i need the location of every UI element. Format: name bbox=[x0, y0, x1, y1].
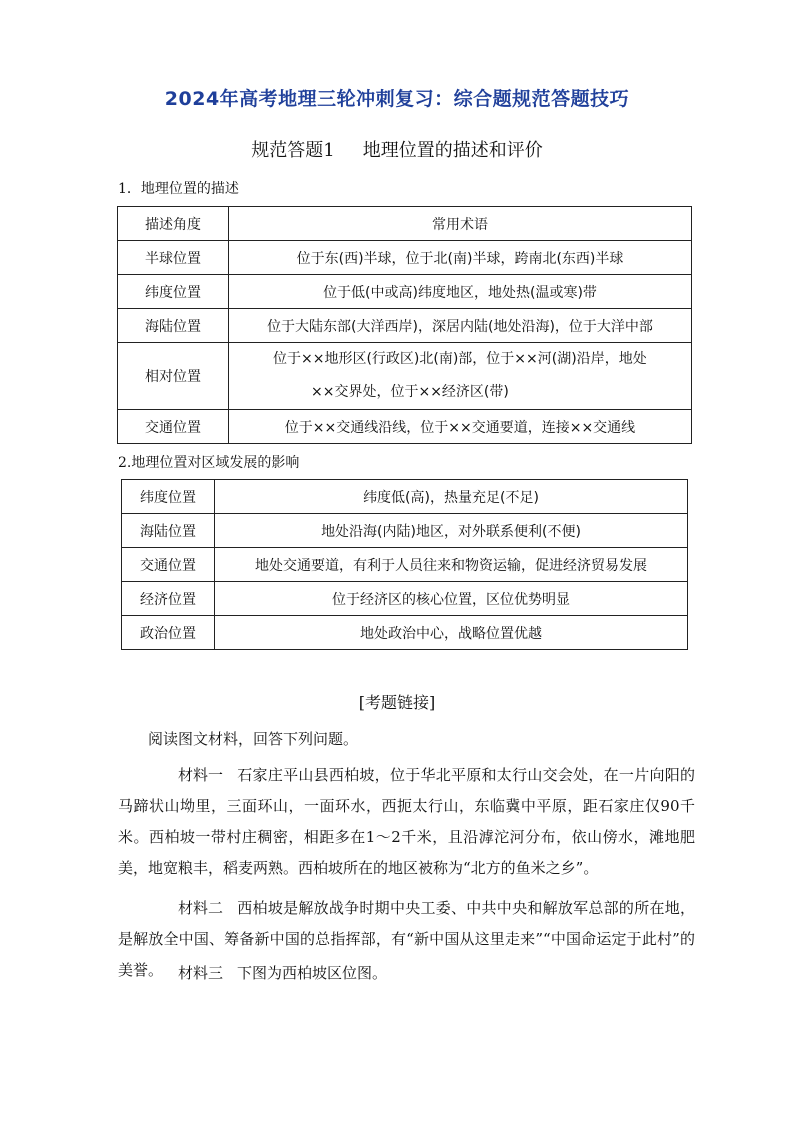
row-value: 地处政治中心，战略位置优越 bbox=[215, 616, 688, 650]
material-three-paragraph bbox=[118, 958, 695, 989]
table-row bbox=[122, 616, 688, 650]
table-row bbox=[122, 548, 688, 582]
row-key: 相对位置 bbox=[118, 343, 229, 410]
table-row bbox=[118, 309, 692, 343]
row-value-line: ××交界处，位于××经济区(带) bbox=[311, 384, 509, 400]
material-two-text: 西柏坡是解放战争时期中央工委、中共中央和解放军总部的所在地，是解放全中国、筹备新中国的总指挥部，有“新中国从这里走来”“中国命运定于此村”的美誉。 bbox=[118, 899, 695, 979]
row-key: 纬度位置 bbox=[118, 275, 229, 309]
table-row bbox=[118, 275, 692, 309]
material-one-paragraph bbox=[118, 760, 695, 884]
table-header-row bbox=[118, 207, 692, 241]
table-row bbox=[122, 480, 688, 514]
row-value: 纬度低(高)，热量充足(不足) bbox=[215, 480, 688, 514]
row-key: 海陆位置 bbox=[122, 514, 215, 548]
row-value bbox=[229, 343, 692, 410]
table-row bbox=[122, 514, 688, 548]
row-key: 交通位置 bbox=[118, 410, 229, 444]
table-row bbox=[122, 582, 688, 616]
row-key: 海陆位置 bbox=[118, 309, 229, 343]
row-value: 地处交通要道，有利于人员往来和物资运输，促进经济贸易发展 bbox=[215, 548, 688, 582]
location-impact-table bbox=[121, 479, 688, 650]
row-key: 经济位置 bbox=[122, 582, 215, 616]
row-value: 位于经济区的核心位置，区位优势明显 bbox=[215, 582, 688, 616]
row-value: 位于低(中或高)纬度地区，地处热(温或寒)带 bbox=[229, 275, 692, 309]
row-value: 位于东(西)半球，位于北(南)半球，跨南北(东西)半球 bbox=[229, 241, 692, 275]
location-description-table bbox=[117, 206, 692, 444]
table-row bbox=[118, 410, 692, 444]
row-value: 位于大陆东部(大洋西岸)，深居内陆(地处沿海)，位于大洋中部 bbox=[229, 309, 692, 343]
document-title: 2024年高考地理三轮冲刺复习：综合题规范答题技巧 bbox=[164, 88, 630, 110]
section2-heading: 2.地理位置对区域发展的影响 bbox=[118, 455, 300, 471]
header-cell: 常用术语 bbox=[229, 207, 692, 241]
header-cell: 描述角度 bbox=[118, 207, 229, 241]
row-value-line: 位于××地形区(行政区)北(南)部，位于××河(湖)沿岸，地处 bbox=[273, 351, 647, 367]
row-value: 地处沿海(内陆)地区，对外联系便利(不便) bbox=[215, 514, 688, 548]
section1-heading: 1．地理位置的描述 bbox=[118, 181, 239, 197]
row-key: 纬度位置 bbox=[122, 480, 215, 514]
row-key: 政治位置 bbox=[122, 616, 215, 650]
material-three-label: 材料三 bbox=[178, 964, 224, 982]
material-two-label: 材料二 bbox=[178, 899, 224, 917]
subtitle-topic: 地理位置的描述和评价 bbox=[362, 140, 543, 161]
table-row bbox=[118, 343, 692, 410]
material-one-label: 材料一 bbox=[178, 766, 224, 784]
section-subtitle bbox=[0, 136, 794, 162]
row-key: 半球位置 bbox=[118, 241, 229, 275]
intro-paragraph: 阅读图文材料，回答下列问题。 bbox=[148, 730, 359, 748]
row-key: 交通位置 bbox=[122, 548, 215, 582]
subtitle-number: 规范答题1 bbox=[251, 140, 335, 161]
material-three-text: 下图为西柏坡区位图。 bbox=[237, 964, 388, 982]
material-one-text: 石家庄平山县西柏坡，位于华北平原和太行山交会处，在一片向阳的马蹄状山坳里，三面环山，一面环水，西扼太行山，东临冀中平原，距石家庄仅90千米。西柏坡一带村庄稠密，相距多在1～2千米，且沿滹沱河分布，依山傍水，滩地肥美，地宽粮丰，稻麦两熟。西柏坡所在的地区被称为“北方的鱼米之乡”。 bbox=[118, 766, 695, 877]
table-row bbox=[118, 241, 692, 275]
exam-link-heading: [考题链接] bbox=[358, 693, 436, 712]
row-value: 位于××交通线沿线，位于××交通要道，连接××交通线 bbox=[229, 410, 692, 444]
